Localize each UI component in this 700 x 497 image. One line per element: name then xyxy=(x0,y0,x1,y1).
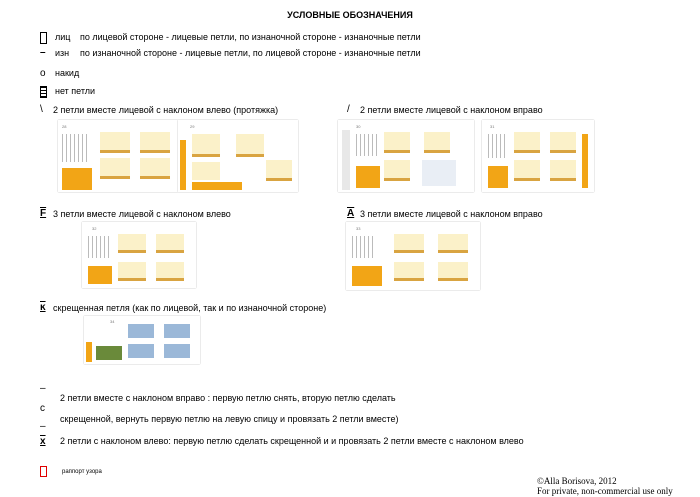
step-illustration xyxy=(550,132,576,153)
step-illustration xyxy=(100,132,130,153)
thumbnail-label: 34 xyxy=(110,319,115,324)
legend-text-k3tog-left: 3 петли вместе лицевой с наклоном влево xyxy=(53,209,231,219)
chart-grid xyxy=(488,134,508,158)
instruction-thumbnail xyxy=(346,222,480,290)
step-illustration xyxy=(140,132,170,153)
photo-hands xyxy=(422,160,456,186)
legend-symbol-twisted: ĸ xyxy=(40,302,46,313)
step-illustration xyxy=(266,160,292,181)
step-illustration xyxy=(384,132,410,153)
chart-grid xyxy=(88,236,110,258)
knit-symbol-box-icon xyxy=(40,32,47,44)
step-illustration xyxy=(156,234,184,253)
orange-swatch xyxy=(352,266,382,286)
instruction-thumbnail xyxy=(482,120,594,192)
orange-swatch xyxy=(488,166,508,188)
green-swatch xyxy=(96,346,122,360)
legend-text-no-stitch: нет петли xyxy=(55,86,96,96)
legend-symbol-k2tog-twisted-left: x xyxy=(40,436,46,447)
legend-text-ssk-line1: 2 петли вместе с наклоном вправо : первую петлю снять, вторую петлю сделать xyxy=(60,393,396,403)
step-illustration xyxy=(156,262,184,281)
step-illustration xyxy=(438,234,468,253)
instruction-thumbnail xyxy=(178,120,298,192)
instruction-thumbnail xyxy=(58,120,178,192)
step-illustration xyxy=(100,158,130,179)
page-title: УСЛОВНЫЕ ОБОЗНАЧЕНИЯ xyxy=(287,10,413,20)
step-illustration xyxy=(164,344,190,358)
legend-symbol-ssk-twisted: c xyxy=(40,403,45,414)
legend-symbol-yarnover: о xyxy=(40,68,46,79)
legend-text-k3tog-right: 3 петли вместе лицевой с наклоном вправо xyxy=(360,209,543,219)
legend-text-k2tog-twisted-left: 2 петли с наклоном влево: первую петлю сделать скрещенной и и провязать 2 петли вместе с наклоном влево xyxy=(60,436,524,446)
legend-text-yarnover: накид xyxy=(55,68,80,78)
step-illustration xyxy=(514,132,540,153)
orange-swatch xyxy=(192,182,242,190)
legend-text-k2tog-right: 2 петли вместе лицевой с наклоном вправо xyxy=(360,105,543,115)
step-illustration xyxy=(164,324,190,338)
legend-symbol-purl: – xyxy=(40,47,46,58)
legend-text-purl: по изнаночной стороне - лицевые петли, по лицевой стороне - изнаночные петли xyxy=(80,48,421,58)
copyright-line2: For private, non-commercial use only xyxy=(537,486,673,496)
legend-symbol-k2tog-left: \ xyxy=(40,104,43,115)
step-illustration xyxy=(118,262,146,281)
step-illustration xyxy=(236,134,264,157)
step-illustration xyxy=(394,234,424,253)
legend-symbol-k2tog-right: / xyxy=(347,104,350,115)
legend-symbol-dash: – xyxy=(40,421,46,432)
step-illustration xyxy=(514,160,540,181)
step-illustration xyxy=(550,160,576,181)
step-illustration xyxy=(118,234,146,253)
orange-swatch xyxy=(62,168,92,190)
instruction-thumbnail xyxy=(84,316,200,364)
thumbnail-label: 31 xyxy=(490,124,495,129)
step-illustration xyxy=(140,158,170,179)
legend-text-repeat: раппорт узора xyxy=(62,469,102,475)
chart-grid xyxy=(62,134,88,162)
legend-abbr-purl: изн xyxy=(55,48,70,58)
step-illustration xyxy=(128,344,154,358)
step-illustration xyxy=(384,160,410,181)
legend-text-k2tog-left: 2 петли вместе лицевой с наклоном влево (протяжка) xyxy=(53,105,279,115)
thumbnail-label: 29 xyxy=(190,124,195,129)
legend-text-twisted: скрещенная петля (как по лицевой, так и по изнаночной стороне) xyxy=(53,303,327,313)
chart-grid xyxy=(356,134,378,156)
page-edge xyxy=(342,130,350,190)
copyright-line1: ©Alla Borisova, 2012 xyxy=(537,476,617,486)
instruction-thumbnail xyxy=(82,222,196,288)
orange-swatch xyxy=(582,134,588,188)
orange-swatch xyxy=(356,166,380,188)
thumbnail-label: 28 xyxy=(62,124,67,129)
chart-grid xyxy=(352,236,376,258)
instruction-thumbnail xyxy=(338,120,474,192)
step-illustration xyxy=(394,262,424,281)
thumbnail-label: 32 xyxy=(92,226,97,231)
orange-swatch xyxy=(88,266,112,284)
pattern-repeat-box-icon xyxy=(40,466,47,477)
legend-symbol-k3tog-left: F xyxy=(40,208,47,219)
legend-text-knit: по лицевой стороне - лицевые петли, по изнаночной стороне - изнаночные петли xyxy=(80,32,421,42)
step-illustration xyxy=(438,262,468,281)
step-illustration xyxy=(128,324,154,338)
legend-text-ssk-line2: скрещенной, вернуть первую петлю на левую спицу и провязать 2 петли вместе) xyxy=(60,414,399,424)
no-stitch-box-icon xyxy=(40,86,47,98)
thumbnail-label: 33 xyxy=(356,226,361,231)
legend-symbol-dash: – xyxy=(40,383,46,394)
step-illustration xyxy=(192,162,220,180)
legend-symbol-k3tog-right: A xyxy=(347,208,355,219)
step-illustration xyxy=(424,132,450,153)
step-illustration xyxy=(192,134,220,157)
orange-swatch xyxy=(180,140,186,190)
orange-swatch xyxy=(86,342,92,362)
legend-abbr-knit: лиц xyxy=(55,32,71,42)
thumbnail-label: 30 xyxy=(356,124,361,129)
